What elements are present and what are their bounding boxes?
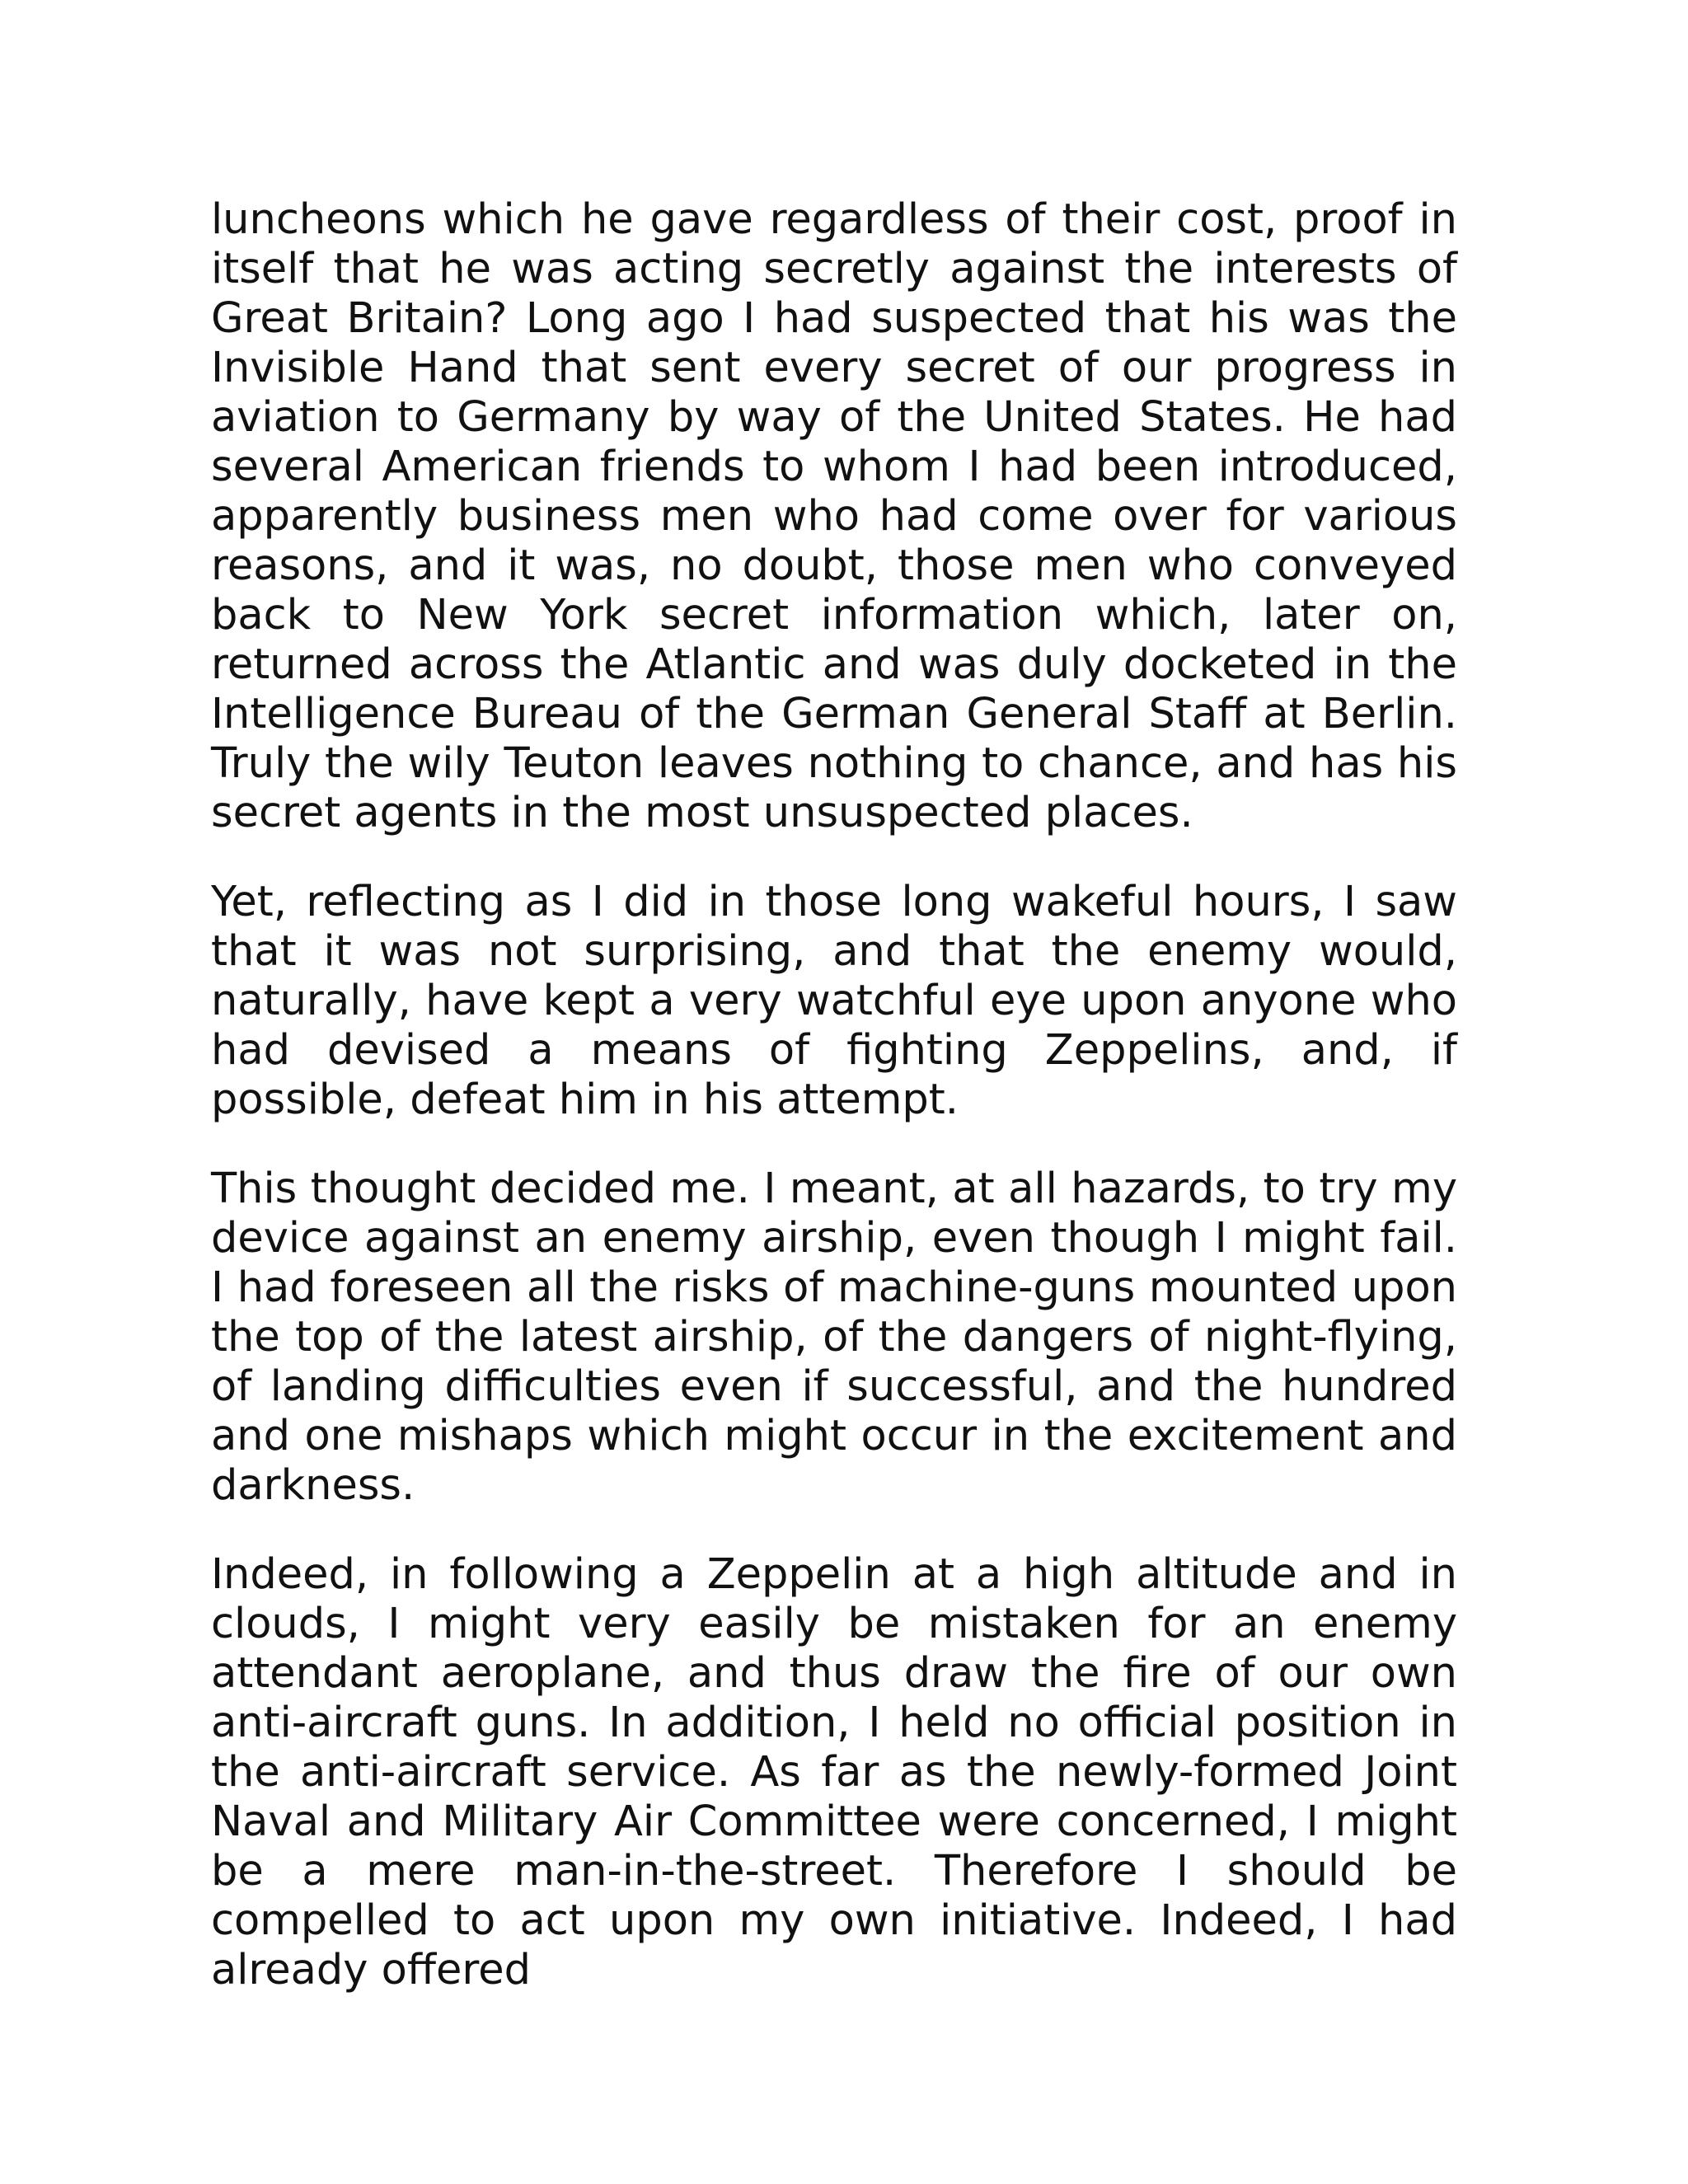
paragraph-1: luncheons which he gave regardless of their cost, proof in itself that he was acting secretly against the interests of Great Britain? Long ago I had suspected that his was the Invisible Hand that sent every secret of our progress in aviation to Germany by way of the United States. He had several American friends to whom I had been introduced, apparently business men who had come over for various reasons, and it was, no doubt, those men who conveyed back to New York secret information which, later on, returned across the Atlantic and was duly docketed in the Intelligence Bureau of the German General Staff at Berlin. Truly the wily Teuton leaves nothing to chance, and has his secret agents in the most unsuspected places. — [211, 195, 1457, 837]
body-text — [211, 195, 1457, 1995]
paragraph-3: This thought decided me. I meant, at all hazards, to try my device against an enemy airship, even though I might fail. I had foreseen all the risks of machine-guns mounted upon the top of the latest airship, of the dangers of night-flying, of landing difficulties even if successful, and the hundred and one mishaps which might occur in the excitement and darkness. — [211, 1165, 1457, 1510]
paragraph-2: Yet, reflecting as I did in those long wakeful hours, I saw that it was not surprising, and that the enemy would, naturally, have kept a very watchful eye upon anyone who had devised a means of fighting Zeppelins, and, if possible, defeat him in his attempt. — [211, 878, 1457, 1124]
paragraph-4: Indeed, in following a Zeppelin at a high altitude and in clouds, I might very easily be mistaken for an enemy attendant aeroplane, and thus draw the fire of our own anti-aircraft guns. In addition, I held no official position in the anti-aircraft service. As far as the newly-formed Joint Naval and Military Air Committee were concerned, I might be a mere man-in-the-street. Therefore I should be compelled to act upon my own initiative. Indeed, I had already offered — [211, 1550, 1457, 1994]
